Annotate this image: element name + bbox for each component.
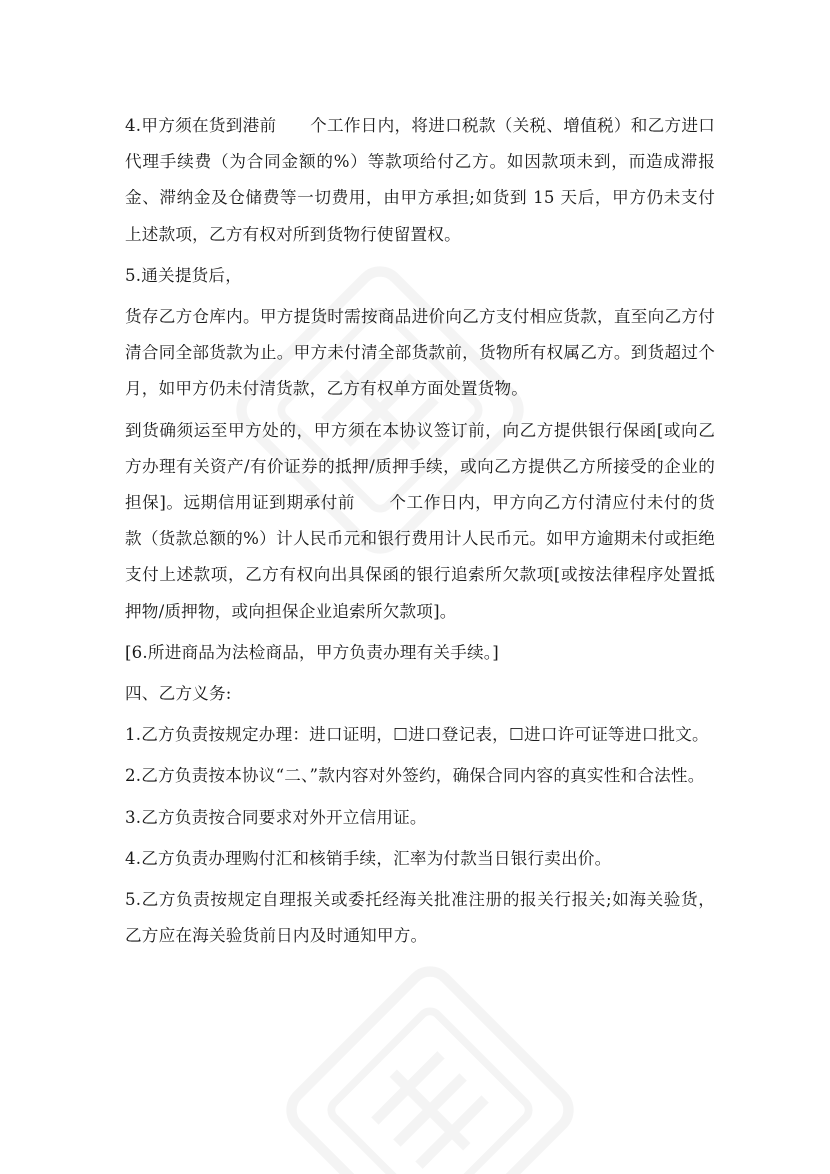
clause-3-6-inspection: [6.所进商品为法检商品，甲方负责办理有关手续。] [125, 642, 499, 662]
clause-delivery-guarantee: 到货确须运至甲方处的，甲方须在本协议签订前，向乙方提供银行保函[或向乙方办理有关资产/有价证券的抵押/质押手续，或向乙方提供乙方所接受的企业的担保]。远期信用证到期承付前 个工作日内，甲方向乙方付清应付未付的货款（货款总额的%）计人民币元和银行费用计人民币元。如甲方逾期未付或拒绝支付上述款项，乙方有权向出具保函的银行追索所欠款项[或按法律程序处置抵押物/质押物，或向担保企业追索所欠款项]。 [125, 420, 715, 621]
section-heading-party-b-obligations: 四、乙方义务: [125, 684, 232, 704]
clause-warehouse-storage: 货存乙方仓库内。甲方提货时需按商品进价向乙方支付相应货款，直至向乙方付清合同全部货款为止。甲方未付清全部货款前，货物所有权属乙方。到货超过个月，如甲方仍未付清货款，乙方有权单方面处置货物。 [125, 307, 715, 399]
clause-4-3-letter-of-credit: 3.乙方负责按合同要求对外开立信用证。 [125, 807, 427, 827]
watermark-stamp-icon [246, 926, 614, 1174]
clause-3-5-customs-clearance: 5.通关提货后， [125, 265, 242, 285]
clause-3-4-payment-deadline: 4.甲方须在货到港前 个工作日内，将进口税款（关税、增值税）和乙方进口代理手续费（为合同金额的%）等款项给付乙方。如因款项未到，而造成滞报金、滞纳金及仓储费等一切费用，由甲方承担;如货到 15 天后，甲方仍未支付上述款项，乙方有权对所到货物行使留置权。 [125, 116, 715, 244]
clause-4-4-foreign-exchange: 4.乙方负责办理购付汇和核销手续，汇率为付款当日银行卖出价。 [125, 848, 612, 868]
document-body [125, 108, 715, 954]
clause-4-2-contract-signing: 2.乙方负责按本协议“二、”款内容对外签约，确保合同内容的真实性和合法性。 [125, 766, 705, 786]
clause-4-5-customs-declaration: 5.乙方负责按规定自理报关或委托经海关批准注册的报关行报关;如海关验货，乙方应在海关验货前日内及时通知甲方。 [125, 890, 715, 946]
clause-4-1-import-documents: 1.乙方负责按规定办理：进口证明，☐进口登记表，☐进口许可证等进口批文。 [125, 725, 709, 745]
